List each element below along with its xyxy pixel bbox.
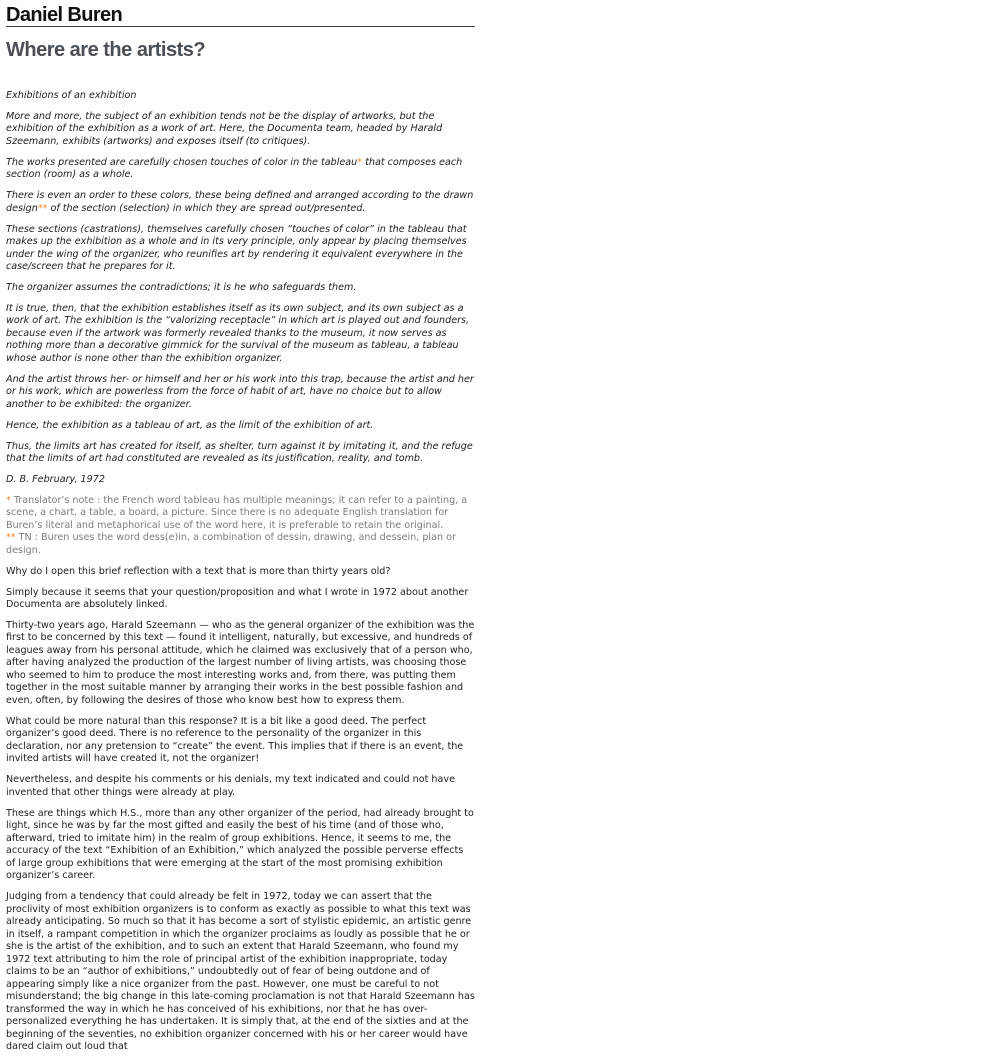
- paragraph: These are things which H.S., more than any other organizer of the period, had already brought to light, since he was by far the most gifted and easily the best of his time (and of those who, afterward, tried to imitate him) in the realm of group exhibitions. Hence, it seems to me, the accuracy of the text “Exhibition of an Exhibition,” which analyzed the possible perverse effects of large group exhibitions that were emerging at the start of the most promising exhibition organizer’s career.: [6, 807, 474, 882]
- paragraph: Thus, the limits art has created for itself, as shelter, turn against it by imitating it, and the refuge that the limits of art had constituted are revealed as its justification, reality, and tomb.: [6, 440, 473, 465]
- paragraph: Thirty-two years ago, Harald Szeemann — who as the general organizer of the exhibition was the first to be concerned by this text — found it intelligent, naturally, but excessive, and hundreds of leagues away from his personal attitude, which he claimed was exclusively that of a person who, after having analyzed the production of the largest number of living artists, was choosing those who seemed to him to produce the most interesting works and, from there, was putting them together in the most suitable manner by arranging their works in the best possible fashion and even, often, by following the desires of those who know best how to express them.: [6, 619, 475, 706]
- article: [6, 4, 475, 1062]
- paragraph: Simply because it seems that your question/proposition and what I wrote in 1972 about another Documenta are absolutely linked.: [6, 586, 469, 611]
- paragraph-text: The works presented are carefully chosen touches of color in the tableau: [6, 156, 358, 168]
- paragraph: And the artist throws her- or himself and her or his work into this trap, because the artist and her or his work, which are powerless from the force of habit of art, have no choice but to allow another to be exhibited: the organizer.: [6, 373, 474, 410]
- paragraph: Judging from a tendency that could already be felt in 1972, today we can assert that the proclivity of most exhibition organizers is to conform as exactly as possible to what this text was already anticipating. So much so that it has become a sort of stylistic epidemic, an artistic genre in itself, a rampant competition in which the organizer proclaims as loudly as possible that he or she is the artist of the exhibition, and to such an extent that Harald Szeemann, who found my 1972 text attributing to him the role of principal artist of the exhibition inappropriate, today claims to be an “author of exhibitions,” undoubtedly out of fear of being outdone and of appearing simply like a nice organizer from the past. However, one must be careful to not misunderstand; the big change in this late-coming proclamation is not that Harald Szeemann has transformed the way in which he has conceived of his exhibitions, nor that he has over-personalized everything he has undertaken. It is simply that, at the end of the sixties and at the beginning of the seventies, no exhibition organizer concerned with his or her career would have dared claim out loud that: [6, 891, 475, 1053]
- footnote: [6, 495, 475, 533]
- paragraph: Hence, the exhibition as a tableau of art, as the limit of the exhibition of art.: [6, 419, 374, 431]
- page-title: Where are the artists?: [6, 39, 206, 61]
- footnote-marker[interactable]: **: [37, 202, 48, 214]
- footnote-marker[interactable]: *: [357, 156, 363, 168]
- paragraph: More and more, the subject of an exhibition tends not be the display of artworks, but the exhibition of the exhibition as a work of art. Here, the Documenta team, headed by Harald Szeemann, exhibits (artworks) and exposes itself (to critiques).: [6, 110, 443, 147]
- translated-text-1972: [6, 90, 475, 486]
- paragraph: The organizer assumes the contradictions; it is he who safeguards them.: [6, 281, 357, 293]
- paragraph-text: that composes each section (room) as a whole.: [6, 156, 463, 181]
- translator-notes: [6, 495, 475, 558]
- author-name: Daniel Buren: [6, 4, 475, 27]
- paragraph: These sections (castrations), themselves carefully chosen “touches of color” in the tableau that makes up the exhibition as a whole and in its very principle, only appear by placing themselves under the wing of the organizer, who reunifies art by rendering it equivalent everywhere in the case/screen that he prepares for it.: [6, 223, 467, 273]
- paragraph: What could be more natural than this response? It is a bit like a good deed. The perfect organizer’s good deed. There is no reference to the personality of the organizer in this declaration, nor any pretension to “create” the event. This implies that if there is an event, the invited artists will have created it, not the organizer!: [6, 715, 464, 765]
- footnote: [6, 532, 475, 557]
- footnote-marker: *: [6, 494, 11, 506]
- footnote-text: TN : Buren uses the word dess(e)in, a combination of dessin, drawing, and dessein, plan or design.: [6, 532, 456, 556]
- article-body: [6, 90, 475, 1054]
- paragraph: Nevertheless, and despite his comments or his denials, my text indicated and could not have invented that other things were already at play.: [6, 774, 455, 798]
- essay-text: [6, 566, 475, 1054]
- footnote-text: Translator’s note : the French word tableau has multiple meanings; it can refer to a painting, a scene, a chart, a table, a board, a picture. Since there is no adequate English translation for Buren’s literal and metaphorical use of the word here, it is preferable to retain the original.: [6, 494, 468, 531]
- paragraph: Why do I open this brief reflection with a text that is more than thirty years old?: [6, 565, 391, 577]
- paragraph: [6, 157, 475, 182]
- paragraph: [6, 190, 475, 215]
- section-heading: Exhibitions of an exhibition: [6, 90, 137, 101]
- paragraph: It is true, then, that the exhibition establishes itself as its own subject, and its own subject as a work of art. The exhibition is the “valorizing receptacle” in which art is played out and founders, because even if the artwork was formerly revealed thanks to the museum, it now serves as nothing more than a decorative gimmick for the survival of the museum as tableau, a tableau whose author is none other than the exhibition organizer.: [6, 302, 470, 364]
- paragraph-text: of the section (selection) in which they are spread out/presented.: [47, 202, 366, 214]
- paragraph-text: There is even an order to these colors, these being defined and arranged according to the drawn design: [6, 190, 474, 214]
- footnote-marker: **: [6, 532, 16, 544]
- signature: D. B. February, 1972: [6, 473, 105, 485]
